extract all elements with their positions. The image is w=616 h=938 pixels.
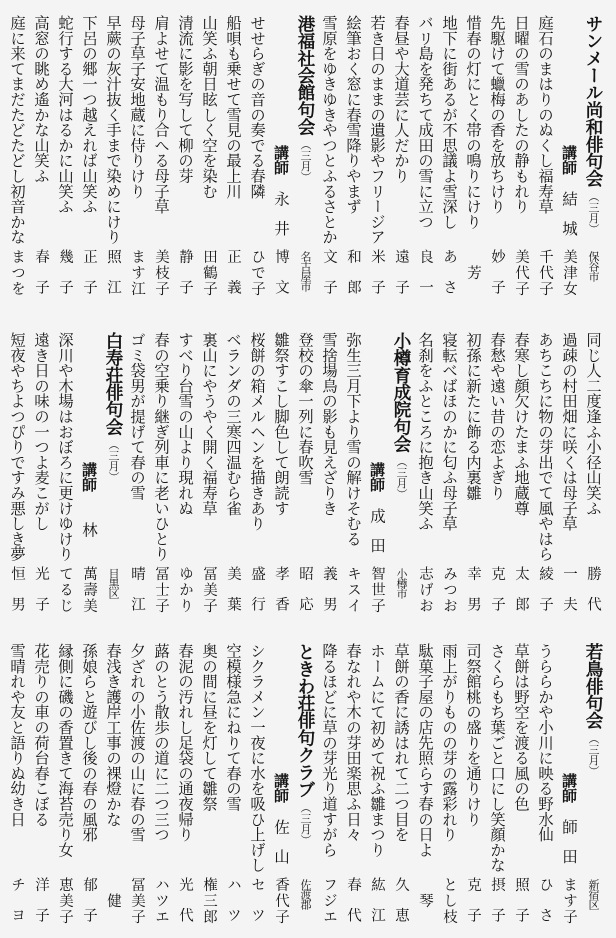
haiku-author: 遠子	[393, 249, 409, 310]
haiku-text: 降るほどに草の芽光り道すがら	[320, 643, 338, 858]
haiku-entry	[533, 15, 557, 307]
haiku-entry	[221, 332, 245, 627]
haiku-text: 弥生三月下より雪の解けそむる	[344, 332, 362, 547]
haiku-entry	[53, 332, 77, 624]
group-title-column	[389, 332, 413, 624]
haiku-author: 光代	[177, 877, 193, 938]
haiku-text: 春泥の汚れし足袋の通夜帰り	[176, 643, 194, 842]
group-title-text: 若鳥俳句会	[583, 643, 603, 730]
teacher-surname: 永井	[272, 191, 290, 250]
teacher-given-name: 美津女	[561, 249, 577, 297]
group-city: 目黒区	[107, 568, 120, 598]
haiku-text: 船唄も乗せて雪見の最上川	[224, 15, 242, 199]
group-month: （三月）	[299, 801, 312, 845]
haiku-entry	[413, 332, 437, 624]
haiku-entry	[149, 643, 173, 935]
teacher-given-name: ます子	[561, 877, 577, 925]
haiku-entry	[149, 15, 173, 307]
group-month: （三月）	[587, 191, 600, 234]
teacher-surname: 師田	[560, 819, 578, 878]
haiku-author: 光子	[33, 566, 49, 627]
haiku-entry	[197, 15, 221, 307]
group-city: 名古屋市	[299, 251, 312, 291]
haiku-author: 盛行	[249, 566, 265, 627]
haiku-entry	[509, 643, 533, 938]
teacher-column	[557, 15, 581, 307]
haiku-entry	[509, 15, 533, 307]
haiku-text: 司祭館桃の盛りを通りけり	[464, 643, 482, 827]
teacher-given-name: 香代子	[273, 877, 289, 925]
haiku-text: 高窓の眺め遙かな山笑ふ	[32, 15, 50, 184]
group-title-column	[293, 643, 317, 935]
haiku-entry	[389, 15, 413, 310]
haiku-entry	[101, 15, 125, 310]
haiku-entry	[5, 15, 29, 307]
haiku-text: 地下に街あるが不思議よ雪深し	[440, 15, 458, 230]
group-title	[581, 643, 605, 776]
haiku-entry	[317, 332, 341, 627]
haiku-entry	[5, 332, 29, 627]
teacher-label: 講師	[560, 145, 578, 175]
haiku-author: 冨美子	[129, 877, 145, 925]
haiku-entry	[173, 15, 197, 310]
haiku-entry	[533, 643, 557, 938]
haiku-author: 孝香	[273, 566, 289, 627]
haiku-entry	[485, 332, 509, 627]
haiku-author: 克子	[465, 877, 481, 938]
haiku-author: 太郎	[513, 566, 529, 627]
haiku-entry	[149, 332, 173, 624]
haiku-entry	[341, 332, 365, 624]
haiku-entry	[437, 643, 461, 935]
haiku-author: 紘江	[369, 877, 385, 938]
haiku-text: 孫娘らと遊びし後の春の風邪	[80, 643, 98, 842]
haiku-text: せせらぎの音の奏でる春隣	[248, 15, 266, 199]
haiku-text: 同じ人二度逢ふ小径山笑ふ	[584, 332, 602, 516]
haiku-entry	[53, 15, 77, 310]
group-title	[389, 332, 413, 499]
group-title-text: 白寿荘俳句会	[103, 332, 123, 436]
haiku-author: ひさ	[537, 877, 553, 938]
haiku-author: 久恵	[393, 877, 409, 938]
haiku-entry	[77, 643, 101, 938]
haiku-entry	[245, 15, 269, 307]
haiku-author: 克子	[489, 566, 505, 627]
haiku-text: 雨上がりものの芽の露彩れり	[440, 643, 458, 842]
group-month: （三月）	[587, 733, 600, 776]
haiku-author: 千代子	[537, 249, 553, 297]
haiku-author: 春子	[33, 249, 49, 310]
teacher-given-name: 萬壽美	[81, 566, 97, 614]
haiku-author: 恵美子	[57, 877, 73, 925]
haiku-author: ます江	[129, 249, 145, 297]
haiku-text: 雪原をゆきゆきやつとふるさとか	[320, 15, 338, 245]
haiku-entry	[173, 643, 197, 938]
haiku-text: 春寒し顔欠けたまふ地蔵尊	[512, 332, 530, 516]
haiku-entry	[437, 332, 461, 624]
haiku-text: 庭石のまはりのぬくし福寿草	[536, 15, 554, 214]
haiku-text: 寝転べばほのかに匂ふ母子草	[440, 332, 458, 531]
haiku-text: 雪捨場鳥の影も見えざりき	[320, 332, 338, 516]
haiku-author: 昭応	[297, 566, 313, 627]
haiku-author: 正義	[225, 249, 241, 310]
haiku-entry	[485, 15, 509, 310]
haiku-entry	[77, 15, 101, 310]
haiku-entry	[509, 332, 533, 627]
haiku-author: 綾子	[537, 566, 553, 627]
haiku-text: ベランダの三寒四温むら雀	[224, 332, 242, 516]
teacher-column	[557, 643, 581, 935]
teacher-surname: 佐山	[272, 819, 290, 878]
haiku-entry	[29, 15, 53, 310]
teacher-column	[77, 332, 101, 624]
haiku-entry	[533, 332, 557, 627]
haiku-text: 短夜やちよつぴりですみ悪しき夢	[8, 332, 26, 562]
haiku-author: 妙子	[489, 249, 505, 310]
haiku-author: 義男	[321, 566, 337, 627]
haiku-text: 肩よせて温もり合へる母子草	[152, 15, 170, 214]
group-title-column	[101, 332, 125, 624]
haiku-entry	[461, 332, 485, 627]
haiku-author: 健	[105, 893, 121, 908]
haiku-author: 春代	[345, 877, 361, 938]
haiku-author: あさ	[441, 249, 457, 310]
haiku-band-middle	[5, 332, 605, 627]
haiku-author: 美葉	[225, 566, 241, 627]
haiku-text: 裏山にやうやく開く福寿草	[200, 332, 218, 516]
haiku-author: ハツエ	[153, 877, 169, 925]
haiku-author: 晴江	[129, 566, 145, 627]
haiku-entry	[125, 15, 149, 307]
haiku-author: 幾子	[57, 249, 73, 310]
haiku-author: 静子	[177, 249, 193, 310]
haiku-author: ゆかり	[177, 566, 193, 614]
haiku-author: 米子	[369, 249, 385, 310]
haiku-author: とし枝	[441, 877, 457, 925]
haiku-author: フジエ	[321, 877, 337, 925]
group-title-text: 小樽育成院句会	[391, 332, 411, 453]
haiku-text: 絵筆おく窓に春雪降りやまず	[344, 15, 362, 214]
haiku-entry	[197, 332, 221, 624]
teacher-label: 講師	[560, 773, 578, 803]
haiku-text: あちこちに物の芽出でて風やはら	[536, 332, 554, 562]
haiku-author: 志げお	[417, 566, 433, 614]
haiku-text: 夕ざれの小佐渡の山に春の雪	[128, 643, 146, 842]
haiku-entry	[365, 15, 389, 310]
haiku-author: ハツ	[225, 877, 241, 938]
haiku-text: 雪晴れや友と語りぬ幼き日	[8, 643, 26, 827]
haiku-text: 駄菓子屋の店先照らす春の日よ	[416, 643, 434, 858]
haiku-author: キスイ	[345, 566, 361, 614]
group-month: （三月）	[299, 139, 312, 183]
teacher-surname: 林	[80, 522, 98, 538]
haiku-author: 冨美子	[201, 566, 217, 614]
haiku-entry	[341, 15, 365, 310]
teacher-column	[269, 643, 293, 935]
haiku-text: 初孫に新たに飾る内裏雛	[464, 332, 482, 501]
haiku-author: 照江	[105, 249, 121, 310]
haiku-entry	[221, 15, 245, 310]
group-title-column	[293, 15, 317, 307]
haiku-entry	[557, 332, 581, 627]
haiku-text: バリ島を発ちて成田の雪に立つ	[416, 15, 434, 230]
teacher-label: 講師	[368, 462, 386, 492]
teacher-surname: 結城	[560, 191, 578, 250]
haiku-author: チヨ	[9, 877, 25, 938]
haiku-author: 恒男	[9, 566, 25, 627]
haiku-entry	[389, 643, 413, 938]
group-title-text: サンメール尚和俳句会	[583, 15, 603, 188]
haiku-entry	[341, 643, 365, 938]
haiku-entry	[317, 643, 341, 935]
haiku-entry	[317, 15, 341, 310]
haiku-author: 美代子	[513, 249, 529, 297]
group-title	[293, 15, 317, 182]
haiku-text: 清流に影を写して柳の芽	[176, 15, 194, 184]
haiku-entry	[5, 643, 29, 938]
haiku-text: 遠き日の味の一つよ麦こがし	[32, 332, 50, 531]
haiku-entry	[53, 643, 77, 935]
haiku-text: 奥の間に昼を灯して雛祭	[200, 643, 218, 812]
haiku-text: 花売りの車の荷台春こぼる	[32, 643, 50, 827]
haiku-text: 惜春の灯にとく帯の鳴りにけり	[464, 15, 482, 230]
haiku-text: 雛祭すこし脚色して朗読す	[272, 332, 290, 516]
group-city: 保谷市	[587, 251, 600, 281]
haiku-entry	[221, 643, 245, 938]
haiku-author: てるじ	[57, 566, 73, 614]
haiku-text: ゴミ袋男が提げて春の雪	[128, 332, 146, 501]
haiku-entry	[293, 332, 317, 627]
haiku-entry	[413, 643, 437, 935]
haiku-entry	[365, 643, 389, 938]
haiku-entry	[485, 643, 509, 938]
haiku-text: 山笑ふ朝日眩しく空を染む	[200, 15, 218, 199]
haiku-text: 過疎の村田畑に咲くは母子草	[560, 332, 578, 531]
haiku-entry	[581, 332, 605, 627]
haiku-entry	[29, 643, 53, 938]
haiku-entry	[125, 643, 149, 935]
haiku-text: 早蕨の灰汁抜く手まで染めにけり	[104, 15, 122, 245]
group-month: （三月）	[395, 456, 408, 500]
haiku-text: すべり台雪の山より現れぬ	[176, 332, 194, 516]
haiku-text: 若き日のままの遺影やフリージア	[368, 15, 386, 245]
haiku-text: 春の空乗り継ぎ列車に老いひとり	[152, 332, 170, 562]
group-title-column	[581, 643, 605, 935]
haiku-author: セツ	[249, 877, 265, 938]
teacher-column	[365, 332, 389, 624]
haiku-entry	[197, 643, 221, 935]
haiku-text: 母子草子安地蔵に侍りけり	[128, 15, 146, 199]
haiku-author: 田鶴子	[201, 249, 217, 297]
group-title-text: ときわ荘俳句クラブ	[295, 643, 315, 798]
haiku-author: 冨士子	[153, 566, 169, 614]
haiku-author: 幸男	[465, 566, 481, 627]
teacher-given-name: 智世子	[369, 566, 385, 614]
haiku-entry	[461, 15, 485, 307]
haiku-entry	[413, 15, 437, 310]
haiku-text: 縁側に磯の香置きて海苔売り女	[56, 643, 74, 858]
group-city: 小樽市	[395, 568, 408, 598]
teacher-label: 講師	[272, 773, 290, 803]
haiku-text: 春昼や大道芸に人だかり	[392, 15, 410, 184]
haiku-author: 権三郎	[201, 877, 217, 925]
haiku-text: 草餅の香に誘はれて二つ目を	[392, 643, 410, 842]
haiku-text: 日曜の雪のあしたの静もれり	[512, 15, 530, 214]
teacher-label: 講師	[80, 462, 98, 492]
haiku-author: 美枝子	[153, 249, 169, 297]
group-title-column	[581, 15, 605, 307]
haiku-entry	[29, 332, 53, 627]
haiku-text: 深川や木場はおぼろに更けゆけり	[56, 332, 74, 562]
haiku-author: ひで子	[249, 249, 265, 297]
group-city: 佐渡郡	[299, 879, 312, 909]
haiku-author: 摂子	[489, 877, 505, 938]
haiku-text: 桜餅の箱メルヘンを描きあり	[248, 332, 266, 531]
group-month: （三月）	[107, 439, 120, 483]
teacher-surname: 成田	[368, 508, 386, 567]
haiku-entry	[245, 643, 269, 938]
haiku-author: 和郎	[345, 249, 361, 310]
haiku-author: 正子	[81, 249, 97, 310]
haiku-text: 春愁や遠い昔の恋よぎり	[488, 332, 506, 501]
haiku-text: 庭に来てまだたどたどし初音かな	[8, 15, 26, 245]
haiku-text: 春浅き護岸工事の裸燈かな	[104, 643, 122, 827]
haiku-entry	[125, 332, 149, 627]
haiku-entry	[269, 332, 293, 627]
haiku-author: 良一	[417, 249, 433, 310]
teacher-label: 講師	[272, 145, 290, 175]
haiku-author: 勝代	[585, 566, 601, 627]
haiku-entry	[245, 332, 269, 627]
haiku-text: 登校の傘一列に春吹雪	[296, 332, 314, 485]
haiku-text: 先駆けて蠟梅の香を放ちけり	[488, 15, 506, 214]
group-title	[101, 332, 125, 482]
teacher-column	[269, 15, 293, 310]
haiku-author: みつお	[441, 566, 457, 614]
haiku-band-top	[5, 15, 605, 310]
haiku-text: 蕗のとう散歩の道に二つ三つ	[152, 643, 170, 842]
haiku-text: 空模様急にねりて春の雪	[224, 643, 242, 812]
haiku-entry	[173, 332, 197, 624]
haiku-entry	[437, 15, 461, 310]
haiku-text: 春なれや木の芽田楽思ふ日々	[344, 643, 362, 842]
haiku-text: さくらもち葉ごと口にし笑顔かな	[488, 643, 506, 873]
haiku-author: 芳	[465, 265, 481, 280]
haiku-text: うららかや小川に映る野水仙	[536, 643, 554, 842]
group-title-text: 港福社会館句会	[295, 15, 315, 136]
haiku-text: 蛇行する大河はるかに山笑ふ	[56, 15, 74, 214]
haiku-author: 郁子	[81, 877, 97, 938]
haiku-entry	[101, 643, 125, 935]
haiku-author: 琴	[417, 893, 433, 908]
haiku-author: 文子	[321, 249, 337, 310]
haiku-author: 一夫	[561, 566, 577, 627]
haiku-author: まつを	[9, 249, 25, 297]
group-title	[293, 643, 317, 845]
haiku-author: 照子	[513, 877, 529, 938]
haiku-text: 下呂の郷一つ越えれば山笑ふ	[80, 15, 98, 214]
group-title	[581, 15, 605, 234]
haiku-text: 草餅は野空を渡る風の色	[512, 643, 530, 812]
haiku-entry	[461, 643, 485, 938]
teacher-given-name: 博文	[273, 249, 289, 310]
haiku-band-bottom	[5, 643, 605, 938]
haiku-text: シクラメン一夜に水を吸ひ上げし	[248, 643, 266, 873]
group-city: 新宿区	[587, 879, 600, 909]
haiku-text: ホームにて初めて祝ふ雛まつり	[368, 643, 386, 858]
haiku-author: 洋子	[33, 877, 49, 938]
haiku-text: 名刹をふところに抱き山笑ふ	[416, 332, 434, 531]
